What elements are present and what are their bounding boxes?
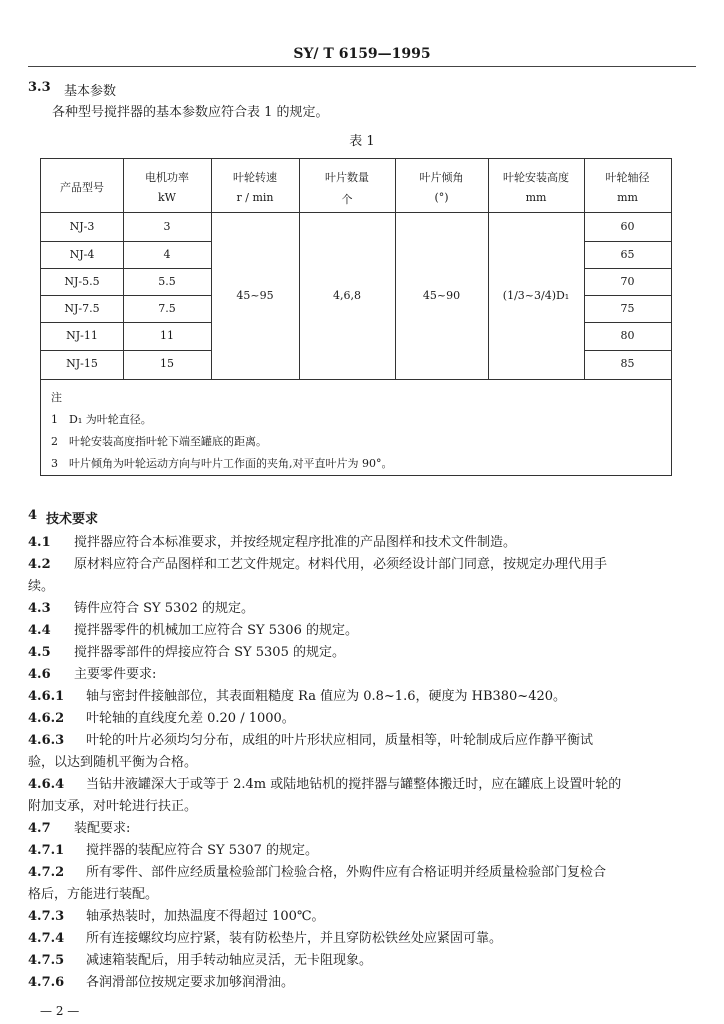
paragraph: 4.4 搅拌器零件的机械加工应符合 SY 5306 的规定。 [28,623,358,638]
section-3-3-text: 各种型号搅拌器的基本参数应符合表 1 的规定。 [52,105,329,120]
header-angle: 叶片倾角 [419,171,464,184]
table-note-title: 注 [51,391,62,404]
section-3-3-title: 基本参数 [64,84,117,99]
paragraph: 4.6.2 叶轮轴的直线度允差 0.20 / 1000。 [28,711,295,726]
header-speed: 叶轮转速 [233,171,277,184]
paragraph: 4.7.4 所有连接螺纹均应拧紧，装有防松垫片，并且穿防松铁丝处应紧固可靠。 [28,931,503,946]
paragraph: 4.2 原材料应符合产品图样和工艺文件规定。材料代用，必须经设计部门同意，按规定办理代用手 [28,557,608,572]
cell-power: 11 [160,329,174,342]
cell-model: NJ-3 [69,220,95,233]
cell-shaft: 85 [620,357,635,370]
cell-model: NJ-15 [66,357,98,370]
cell-shaft: 60 [620,220,635,233]
document-header: SY/ T 6159—1995 [293,46,431,62]
table-note: 1 D₁ 为叶轮直径。 [51,413,152,426]
paragraph: 4.3 铸件应符合 SY 5302 的规定。 [28,601,254,616]
cell-power: 15 [160,357,174,370]
cell-shaft: 80 [620,329,635,342]
cell-model: NJ-5.5 [64,275,100,288]
header-blades-unit: 个 [341,193,353,206]
table-note: 2 叶轮安装高度指叶轮下端至罐底的距离。 [51,435,267,448]
table-caption: 表 1 [349,134,375,149]
cell-blades: 4,6,8 [333,289,361,302]
header-rule [28,66,696,67]
section-4-number: 4 [28,508,38,523]
header-power-unit: kW [158,191,176,204]
parameter-table [40,158,672,476]
cell-power: 5.5 [158,275,176,288]
paragraph: 4.6.3 叶轮的叶片必须均匀分布，成组的叶片形状应相同，质量相等，叶轮制成后应作静平衡试 [28,733,594,748]
cell-height: (1/3~3/4)D₁ [502,289,570,302]
paragraph: 4.6 主要零件要求: [28,667,157,682]
header-blades: 叶片数量 [325,171,369,184]
header-shaft: 叶轮轴径 [605,171,650,184]
header-power: 电机功率 [145,171,189,184]
cell-model: NJ-4 [69,248,95,261]
header-model: 产品型号 [60,181,104,194]
page-number: — 2 — [40,1004,80,1018]
cell-power: 4 [163,248,171,261]
paragraph: 4.7.6 各润滑部位按规定要求加够润滑油。 [28,975,295,990]
header-height-unit: mm [525,191,547,204]
section-3-3-number: 3.3 [28,80,51,95]
section-4-title: 技术要求 [46,512,99,527]
paragraph: 4.1 搅拌器应符合本标准要求，并按经规定程序批准的产品图样和技术文件制造。 [28,535,517,550]
table-note: 3 叶片倾角为叶轮运动方向与叶片工作面的夹角,对平直叶片为 90°。 [51,457,393,470]
paragraph: 验，以达到随机平衡为合格。 [28,755,198,770]
cell-speed: 45~95 [236,289,274,302]
paragraph: 附加支承，对叶轮进行扶正。 [28,799,198,814]
paragraph: 4.7.5 减速箱装配后，用手转动轴应灵活，无卡阻现象。 [28,953,373,968]
paragraph: 格后，方能进行装配。 [28,887,159,902]
paragraph: 4.7.3 轴承热装时，加热温度不得超过 100℃。 [28,909,325,924]
paragraph: 4.7.1 搅拌器的装配应符合 SY 5307 的规定。 [28,843,318,858]
cell-model: NJ-7.5 [64,302,100,315]
paragraph: 4.6.4 当钻井液罐深大于或等于 2.4m 或陆地钻机的搅拌器与罐整体搬迁时，应在罐底上设置叶轮的 [28,777,622,792]
cell-shaft: 65 [620,248,635,261]
cell-power: 7.5 [158,302,176,315]
paragraph: 4.7 装配要求: [28,821,131,836]
header-angle-unit: (°) [434,191,449,204]
paragraph: 4.5 搅拌器零部件的焊接应符合 SY 5305 的规定。 [28,645,345,660]
header-shaft-unit: mm [617,191,638,204]
header-speed-unit: r / min [236,191,274,204]
paragraph: 续。 [28,579,55,594]
cell-shaft: 70 [620,275,635,288]
paragraph: 4.6.1 轴与密封件接触部位，其表面粗糙度 Ra 值应为 0.8~1.6，硬度为 HB380~420。 [28,689,567,704]
cell-shaft: 75 [620,302,635,315]
cell-model: NJ-11 [66,329,98,342]
cell-angle: 45~90 [422,289,461,302]
cell-power: 3 [163,220,171,233]
header-height: 叶轮安装高度 [503,171,569,184]
paragraph: 4.7.2 所有零件、部件应经质量检验部门检验合格，外购件应有合格证明并经质量检验部门复检合 [28,865,607,880]
